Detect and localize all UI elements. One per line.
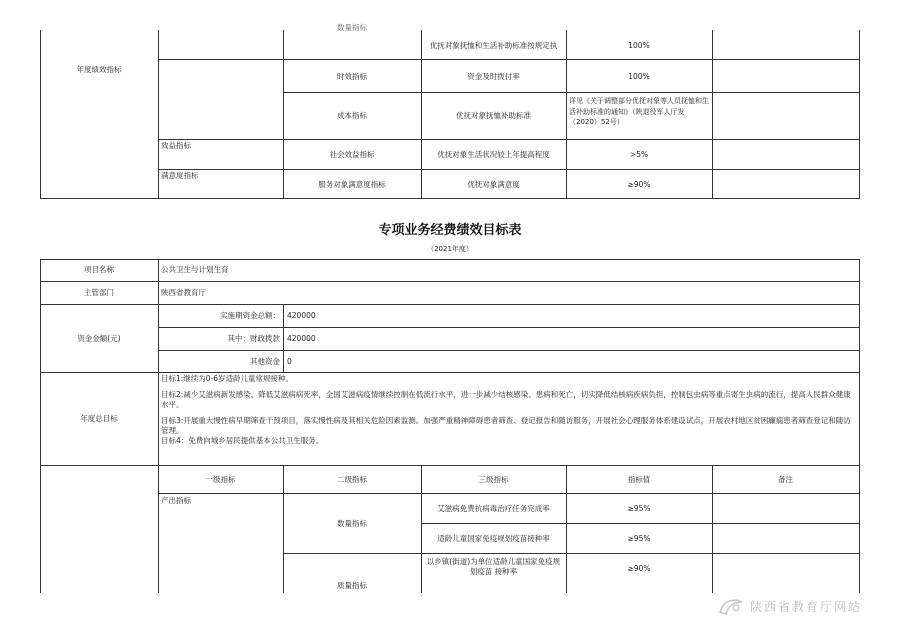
indicator-target: 100% [628, 72, 650, 81]
indicator-name: 时效指标 [337, 72, 367, 81]
goal-item: 目标2:减少艾滋病新发感染，降低艾滋病病死率，全国艾滋病疫情继续控制在低流行水平，进一步减少结核感染、患病和死亡，切实降低结核病疾病负担，控制包虫病等重点寄生虫病的流行，提高人民群众健康水平。 [161, 390, 851, 409]
goal-item: 目标1:继续为0-6岁适龄儿童常规接种。 [161, 374, 294, 383]
fiscal-funds-label: 其中：财政拨款 [227, 334, 280, 343]
row-divider [40, 259, 859, 260]
col-divider [566, 30, 567, 199]
total-funds-label: 实施期资金总额： [220, 311, 280, 320]
col-divider [158, 30, 159, 199]
col-divider [859, 465, 860, 593]
col-divider [712, 30, 713, 199]
indicator-value: 优抚对象满意度 [467, 180, 520, 189]
funds-amount-label: 资金金额(元) [77, 334, 121, 343]
indicator-name: 服务对象满意度指标 [318, 180, 386, 189]
header-level2: 二级指标 [337, 475, 367, 484]
page-subtitle: （2021年度） [427, 245, 473, 253]
indicator-name: 社会效益指标 [329, 150, 375, 159]
indicator-name: 艾滋病免费抗病毒治疗任务完成率 [437, 504, 550, 513]
total-funds-value: 420000 [287, 311, 316, 320]
level2-indicator: 满意度指标 [161, 171, 199, 180]
header-remark: 备注 [778, 475, 793, 484]
project-name-value: 公共卫生与计划生育 [161, 265, 229, 274]
watermark [712, 592, 892, 622]
row-divider [158, 350, 859, 351]
col-divider [859, 259, 860, 466]
row-divider [40, 372, 859, 373]
row-divider [283, 92, 859, 93]
row-divider [421, 523, 859, 524]
row-divider [40, 465, 859, 466]
indicator-value: 优抚对象抚恤和生活补助标准按规定执 [429, 41, 558, 50]
quantity-indicator-label: 数量指标 [337, 519, 367, 528]
col-divider [859, 30, 860, 199]
col-divider [40, 30, 41, 199]
annual-indicators-label: 年度绩效指标 [76, 65, 122, 74]
indicator-target: ≥90% [627, 564, 651, 573]
indicator-value: 优抚对象生活状况较上年提高程度 [437, 150, 550, 159]
indicator-target: ≥90% [627, 180, 651, 189]
indicator-name: 成本指标 [337, 111, 367, 120]
other-funds-label: 其他资金 [250, 357, 280, 366]
page-title: 专项业务经费绩效目标表 [378, 223, 522, 238]
indicator-name: 适龄儿童国家免疫规划疫苗接种率 [437, 534, 550, 543]
output-indicator-label: 产出指标 [161, 496, 191, 505]
indicator-target: ≥95% [627, 534, 651, 543]
indicator-target: 100% [628, 41, 650, 50]
other-funds-value: 0 [287, 357, 292, 366]
header-level1: 一级指标 [205, 475, 236, 484]
quality-indicator-label: 质量指标 [337, 581, 367, 590]
row-divider [158, 59, 859, 60]
col-divider [40, 465, 41, 593]
level2-indicator: 效益指标 [161, 141, 191, 150]
annual-goals-text [161, 374, 855, 446]
fiscal-funds-value: 420000 [287, 334, 316, 343]
header-target: 指标值 [627, 475, 651, 484]
header-level3: 三级指标 [478, 475, 509, 484]
cutoff-indicator-label: 数量指标 [337, 23, 367, 31]
site-logo-icon [716, 594, 746, 618]
indicator-target: 详见《关于调整部分优抚对象等人员抚恤和生活补助标准的通知》（陕退役军人厅发（2020）52号） [569, 97, 709, 126]
row-divider [40, 198, 859, 199]
department-value: 陕西省教育厅 [161, 288, 206, 297]
row-divider [158, 327, 859, 328]
indicator-value: 资金及时拨付率 [467, 72, 520, 81]
annual-goals-label: 年度总目标 [80, 414, 118, 423]
indicator-name: 以乡镇(街道)为单位适龄儿童国家免疫规划疫苗 接种率 [426, 557, 561, 576]
row-divider [158, 493, 859, 494]
indicator-target: ≥95% [627, 504, 651, 513]
goal-item: 目标4：免费向城乡居民提供基本公共卫生服务。 [161, 436, 324, 445]
project-name-label: 项目名称 [84, 265, 114, 274]
watermark-text: 陕西省教育厅网站 [750, 600, 863, 614]
indicator-target: >5% [629, 150, 649, 159]
row-divider [40, 281, 859, 282]
goal-item: 目标3:开展重大慢性病早期筛查干预项目，落实慢性病及其相关危险因素监测。加强严重精神障碍患者筛查、登记报告和随访服务，开展社会心理服务体系建设试点，开展农村地区贫困癫痫患者筛查登记和随访管理。 [161, 416, 851, 435]
department-label: 主管部门 [84, 288, 114, 297]
col-divider [283, 304, 284, 373]
row-divider [283, 553, 859, 554]
row-divider [40, 304, 859, 305]
indicator-value: 优抚对象抚恤补助标准 [456, 111, 531, 120]
